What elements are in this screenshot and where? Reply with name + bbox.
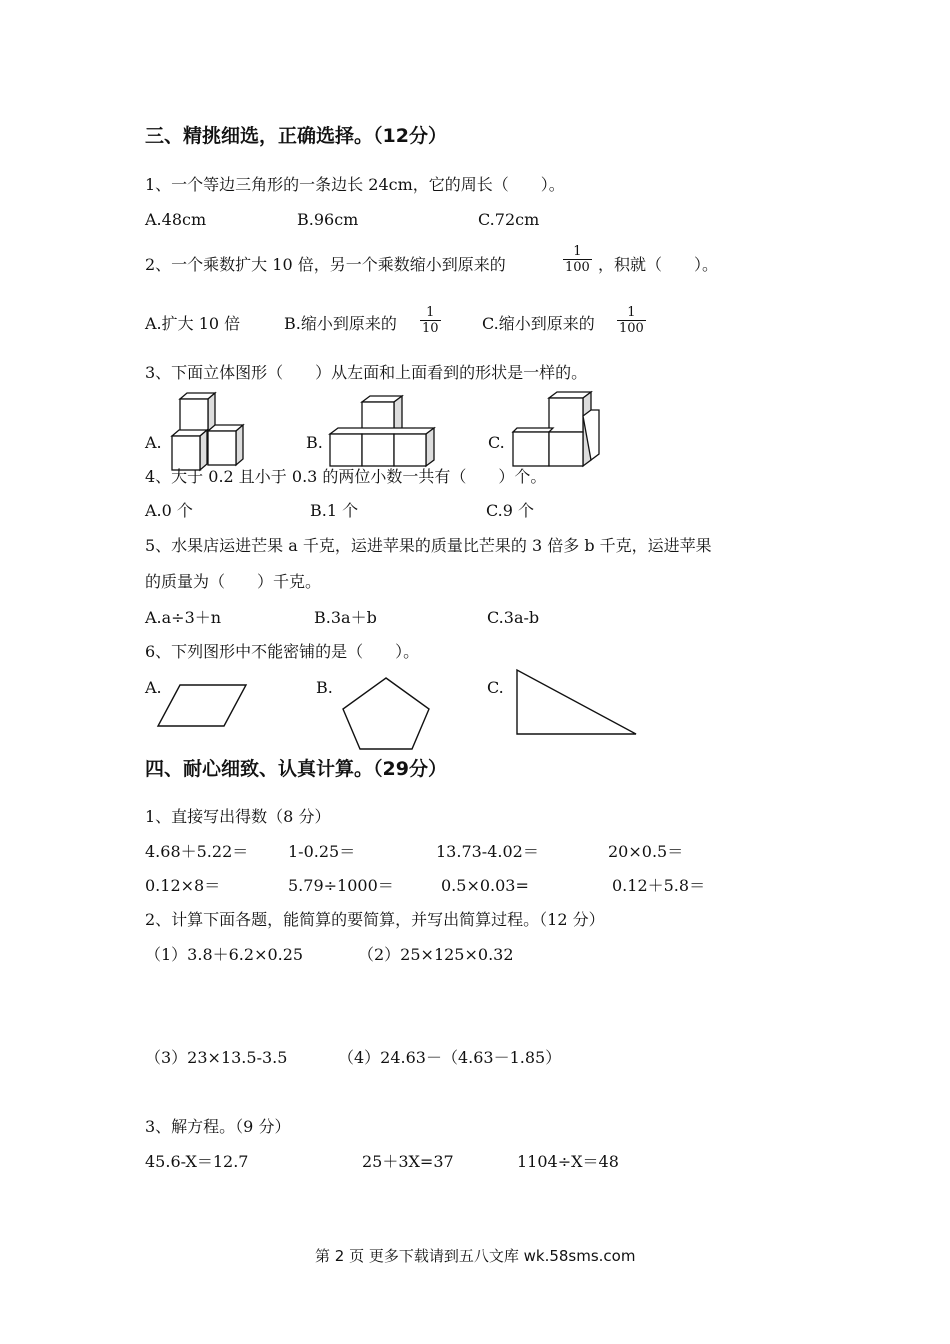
p1-row1-item1: 4.68＋5.22＝ (145, 842, 249, 861)
q3-figure-c (513, 388, 603, 468)
q2-option-a: A.扩大 10 倍 (145, 314, 241, 333)
q2-option-c: C.缩小到原来的 (482, 314, 595, 333)
p1-title: 1、直接写出得数（8 分） (145, 807, 331, 826)
p1-row2-item4: 0.12＋5.8＝ (612, 876, 706, 895)
q1-option-c: C.72cm (478, 210, 540, 229)
q2-stem-pre: 2、一个乘数扩大 10 倍，另一个乘数缩小到原来的 (145, 255, 506, 274)
p2-item3: （3）23×13.5-3.5 (145, 1048, 288, 1067)
p3-equation2: 25＋3X=37 (362, 1152, 454, 1171)
p2-item2: （2）25×125×0.32 (358, 945, 514, 964)
p1-row2-item3: 0.5×0.03= (441, 876, 529, 895)
q2-option-b-fraction: $\frac{1}{10}$ (422, 305, 439, 336)
q1-option-b: B.96cm (297, 210, 359, 229)
q3-option-b: B. (306, 433, 323, 452)
q3-figure-a (166, 396, 248, 472)
q3-stem: 3、下面立体图形（ ）从左面和上面看到的形状是一样的。 (145, 363, 588, 382)
q2-option-c-fraction: $\frac{1}{100}$ (619, 305, 644, 336)
q1-stem: 1、一个等边三角形的一条边长 24cm，它的周长（ ）。 (145, 175, 565, 194)
q6-option-b: B. (316, 678, 333, 697)
q3-option-c: C. (488, 433, 505, 452)
q6-option-c: C. (487, 678, 504, 697)
section-3-heading: 三、精挑细选，正确选择。（12分） (145, 125, 447, 147)
q2-fraction: $\frac{1}{100}$ (565, 244, 590, 275)
q5-option-c: C.3a-b (487, 608, 540, 627)
section-4-heading: 四、耐心细致、认真计算。（29分） (145, 758, 447, 780)
p1-row2-item2: 5.79÷1000＝ (288, 876, 394, 895)
q5-stem-line1: 5、水果店运进芒果 a 千克，运进苹果的质量比芒果的 3 倍多 b 千克，运进苹果 (145, 536, 712, 555)
p1-row1-item3: 13.73-4.02＝ (436, 842, 539, 861)
q6-pentagon-shape (340, 676, 432, 752)
p2-item1: （1）3.8＋6.2×0.25 (145, 945, 304, 964)
page-footer: 第 2 页 更多下载请到五八文库 wk.58sms.com (315, 1247, 636, 1265)
p1-row1-item4: 20×0.5＝ (608, 842, 684, 861)
p2-item4: （4）24.63－（4.63－1.85） (338, 1048, 562, 1067)
p1-row2-item1: 0.12×8＝ (145, 876, 221, 895)
q4-stem: 4、大于 0.2 且小于 0.3 的两位小数一共有（ ）个。 (145, 467, 547, 486)
q5-stem-line2: 的质量为（ ）千克。 (145, 572, 322, 591)
q4-option-a: A.0 个 (145, 501, 193, 520)
q3-figure-b (330, 396, 436, 468)
q4-option-b: B.1 个 (310, 501, 359, 520)
q5-option-b: B.3a＋b (314, 608, 377, 627)
q3-option-a: A. (145, 433, 162, 452)
q5-option-a: A.a÷3＋n (145, 608, 222, 627)
p1-row1-item2: 1-0.25＝ (288, 842, 356, 861)
q2-option-b: B.缩小到原来的 (284, 314, 397, 333)
p3-equation1: 45.6-X＝12.7 (145, 1152, 249, 1171)
q1-option-a: A.48cm (145, 210, 207, 229)
p3-equation3: 1104÷X＝48 (517, 1152, 619, 1171)
q6-right-triangle-shape (515, 668, 639, 738)
p2-title: 2、计算下面各题，能简算的要简算，并写出简算过程。（12 分） (145, 910, 605, 929)
q4-option-c: C.9 个 (486, 501, 535, 520)
q2-stem-post: ，积就（ ）。 (598, 255, 719, 274)
q6-stem: 6、下列图形中不能密铺的是（ ）。 (145, 642, 420, 661)
p3-title: 3、解方程。（9 分） (145, 1117, 291, 1136)
q6-option-a: A. (145, 678, 162, 697)
q6-parallelogram-shape (156, 683, 248, 729)
